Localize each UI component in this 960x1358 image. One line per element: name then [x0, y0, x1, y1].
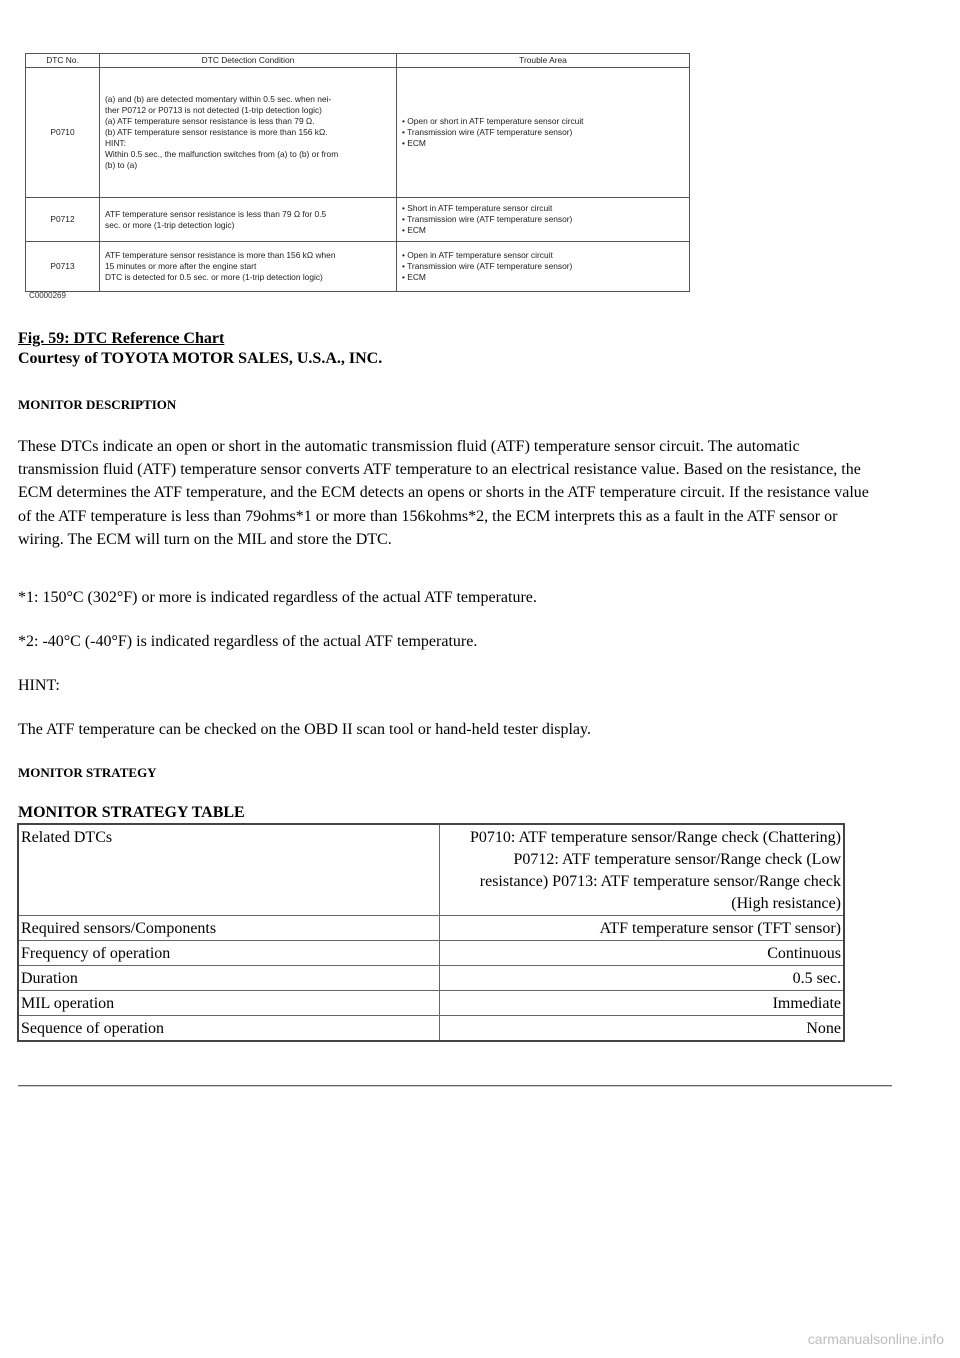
strategy-label: Frequency of operation — [18, 941, 440, 966]
table-row — [18, 966, 844, 991]
dtc-condition-line: sec. or more (1-trip detection logic) — [105, 219, 235, 230]
dtc-header-condition: DTC Detection Condition — [100, 54, 397, 68]
monitor-description-heading: MONITOR DESCRIPTION — [18, 397, 177, 412]
dtc-condition — [100, 68, 397, 198]
dtc-row-p0710 — [26, 68, 690, 198]
dtc-reference-table — [25, 53, 690, 292]
dtc-condition — [100, 198, 397, 242]
dtc-row-p0712 — [26, 198, 690, 242]
dtc-condition-line: ATF temperature sensor resistance is more than 156 kΩ when — [105, 250, 336, 260]
table-row — [18, 941, 844, 966]
dtc-condition-line: (b) to (a) — [105, 160, 138, 170]
dtc-condition-line: (a) ATF temperature sensor resistance is less than 79 Ω. — [105, 116, 315, 126]
strategy-value: None — [440, 1016, 845, 1042]
strategy-table-title: MONITOR STRATEGY TABLE — [18, 804, 245, 821]
dtc-condition-line: Within 0.5 sec., the malfunction switches from (a) to (b) or from — [105, 149, 339, 159]
dtc-condition-line: ATF temperature sensor resistance is less than 79 Ω for 0.5 — [105, 208, 327, 219]
monitor-description-paragraph: These DTCs indicate an open or short in the automatic transmission fluid (ATF) temperature sensor circuit. The automatic transmission fluid (ATF) temperature sensor converts ATF temperature to an electrical resistance value. Based on the resistance, the ECM determines the ATF temperature, and the ECM detects an opens or shorts in the ATF temperature circuit. If the resistance value of the ATF temperature is less than 79ohms*1 or more than 156kohms*2, the ECM interprets this as a fault in the ATF sensor or wiring. The ECM will turn on the MIL and store the DTC. — [18, 438, 869, 548]
footnote-1: *1: 150°C (302°F) or more is indicated regardless of the actual ATF temperature. — [18, 589, 537, 606]
dtc-header-area: Trouble Area — [397, 54, 690, 68]
dtc-code: P0710 — [26, 68, 100, 198]
table-row — [18, 916, 844, 941]
dtc-area-line: • Transmission wire (ATF temperature sensor) — [402, 261, 573, 271]
dtc-condition-line: DTC is detected for 0.5 sec. or more (1-trip detection logic) — [105, 272, 323, 282]
dtc-area-line: • Open or short in ATF temperature sensor circuit — [402, 116, 584, 126]
dtc-trouble-area — [397, 242, 690, 292]
watermark: carmanualsonline.info — [807, 1331, 944, 1347]
strategy-label: Related DTCs — [18, 824, 440, 916]
dtc-code: P0712 — [26, 198, 100, 242]
strategy-value: 0.5 sec. — [440, 966, 845, 991]
dtc-area-line: • Open in ATF temperature sensor circuit — [402, 250, 553, 260]
dtc-condition — [100, 242, 397, 292]
table-row — [18, 824, 844, 916]
strategy-value: P0710: ATF temperature sensor/Range check (Chattering) P0712: ATF temperature sensor/Range check (Low resistance) P0713: ATF temperature sensor/Range check (High resistance) — [440, 824, 845, 916]
dtc-condition-line: 15 minutes or more after the engine start — [105, 261, 257, 271]
footnote-2: *2: -40°C (-40°F) is indicated regardless of the actual ATF temperature. — [18, 633, 478, 650]
dtc-table-header-row — [26, 54, 690, 68]
figure-caption-courtesy: Courtesy of TOYOTA MOTOR SALES, U.S.A., INC. — [18, 350, 383, 367]
dtc-header-no: DTC No. — [26, 54, 100, 68]
strategy-label: Duration — [18, 966, 440, 991]
strategy-value: Continuous — [440, 941, 845, 966]
dtc-condition-line: HINT: — [105, 138, 126, 148]
dtc-area-line: • ECM — [402, 272, 426, 282]
strategy-label: MIL operation — [18, 991, 440, 1016]
strategy-label: Sequence of operation — [18, 1016, 440, 1042]
dtc-area-line: • ECM — [402, 225, 426, 235]
dtc-condition-line: ther P0712 or P0713 is not detected (1-trip detection logic) — [105, 105, 322, 115]
dtc-code: P0713 — [26, 242, 100, 292]
section-divider — [18, 1085, 892, 1087]
figure-id-label: C0000269 — [29, 291, 66, 300]
dtc-area-line: • ECM — [402, 138, 426, 148]
dtc-reference-figure — [25, 53, 689, 286]
strategy-label: Required sensors/Components — [18, 916, 440, 941]
figure-caption-title: Fig. 59: DTC Reference Chart — [18, 330, 225, 347]
hint-text: The ATF temperature can be checked on the OBD II scan tool or hand-held tester display. — [18, 721, 591, 738]
dtc-area-line: • Transmission wire (ATF temperature sensor) — [402, 214, 573, 224]
dtc-row-p0713 — [26, 242, 690, 292]
hint-label: HINT: — [18, 677, 60, 694]
table-row — [18, 991, 844, 1016]
dtc-trouble-area — [397, 198, 690, 242]
dtc-area-line: • Short in ATF temperature sensor circuit — [402, 203, 553, 213]
table-row — [18, 1016, 844, 1042]
strategy-value: Immediate — [440, 991, 845, 1016]
monitor-strategy-table — [17, 823, 845, 1042]
monitor-strategy-heading: MONITOR STRATEGY — [18, 765, 157, 780]
dtc-condition-line: (b) ATF temperature sensor resistance is more than 156 kΩ. — [105, 127, 328, 137]
strategy-value: ATF temperature sensor (TFT sensor) — [440, 916, 845, 941]
dtc-area-line: • Transmission wire (ATF temperature sensor) — [402, 127, 573, 137]
dtc-condition-line: (a) and (b) are detected momentary within 0.5 sec. when nei- — [105, 94, 332, 104]
dtc-trouble-area — [397, 68, 690, 198]
